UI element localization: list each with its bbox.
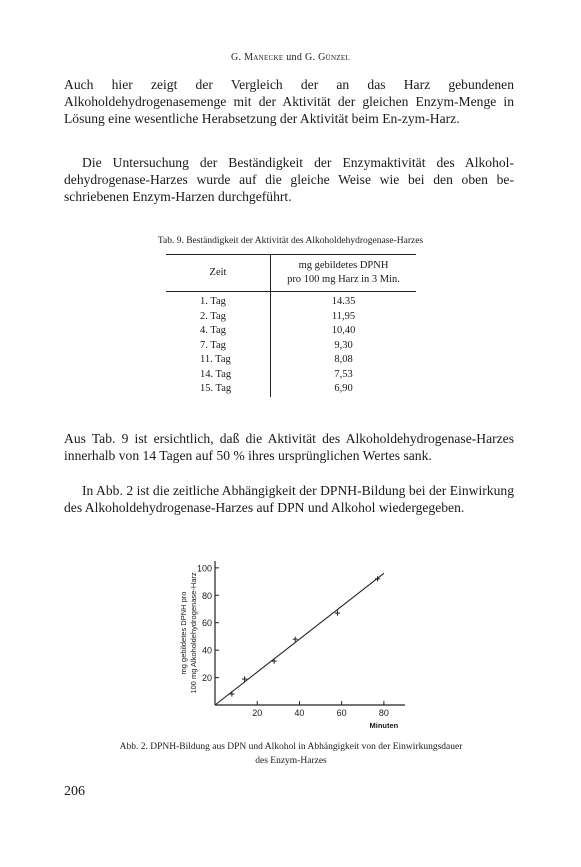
x-tick-label: 20 bbox=[252, 708, 263, 718]
cell-zeit: 11. Tag bbox=[200, 354, 231, 365]
author-2: G. Günzel bbox=[304, 52, 351, 63]
table-row bbox=[166, 310, 416, 325]
paragraph-stability-study: Die Untersuchung der Beständigkeit der Enzymaktivität des Alkohol-dehydrogenase-Harzes wurde auf die gleiche Weise wie bei den oben be-schriebenen Enzym-Harzen durchgeführt. bbox=[64, 155, 514, 204]
author-1: G. Manecke bbox=[230, 52, 284, 63]
table-row bbox=[166, 292, 416, 310]
dpnh-time-chart bbox=[160, 553, 420, 733]
paragraph-comparison: Auch hier zeigt der Vergleich der an das Harz gebundenen Alkoholdehydrogenasemenge mit der Aktivität der gleichen Enzym-Menge in Lösung eine wesentliche Herabsetzung der Aktivität beim En-zym-Harz. bbox=[64, 77, 514, 126]
cell-wert: 6,90 bbox=[271, 382, 417, 397]
page-number: 206 bbox=[64, 784, 85, 799]
data-point bbox=[229, 691, 234, 696]
y-tick-label: 100 bbox=[196, 563, 212, 574]
table-caption: Tab. 9. Beständigkeit der Aktivität des Alkoholdehydrogenase-Harzes bbox=[157, 236, 424, 246]
x-tick-label: 60 bbox=[336, 708, 347, 718]
cell-wert: 14.35 bbox=[271, 292, 417, 310]
table-row bbox=[166, 339, 416, 354]
paragraph-table-summary: Aus Tab. 9 ist ersichtlich, daß die Aktivität des Alkoholdehydrogenase-Harzes innerhalb von 14 Tagen auf 50 % ihres ursprünglichen Wertes sank. bbox=[64, 431, 514, 463]
y-tick-label: 20 bbox=[201, 673, 212, 684]
column-header-dpnh-line1: mg gebildetes DPNH bbox=[298, 260, 389, 271]
y-tick-label: 40 bbox=[201, 645, 212, 656]
figure-caption bbox=[66, 740, 516, 768]
stability-table bbox=[166, 254, 416, 397]
y-axis-label-line1: mg gebildetes DPNH pro bbox=[179, 591, 188, 675]
fit-line bbox=[215, 573, 384, 705]
cell-wert: 7,53 bbox=[271, 368, 417, 383]
cell-zeit: 4. Tag bbox=[200, 325, 226, 336]
running-head bbox=[0, 52, 581, 63]
cell-wert: 8,08 bbox=[271, 353, 417, 368]
cell-zeit: 14. Tag bbox=[200, 368, 232, 380]
column-header-zeit: Zeit bbox=[166, 255, 271, 292]
figure-caption-line1: Abb. 2. DPNH-Bildung aus DPN und Alkohol in Abhängigkeit von der Einwirkungsdauer bbox=[119, 742, 463, 752]
cell-zeit: 1. Tag bbox=[200, 296, 226, 307]
y-tick-label: 60 bbox=[201, 618, 212, 629]
table-row bbox=[166, 368, 416, 383]
table-row bbox=[166, 353, 416, 368]
table-row bbox=[166, 382, 416, 397]
paragraph-figure-reference: In Abb. 2 ist die zeitliche Abhängigkeit der DPNH-Bildung bei der Einwirkung des Alkoholdehydrogenase-Harzes auf DPN und Alkohol wiedergegeben. bbox=[64, 483, 514, 515]
table-header-row bbox=[166, 255, 416, 292]
author-conjunction: und bbox=[283, 52, 305, 63]
cell-wert: 9,30 bbox=[271, 339, 417, 354]
y-axis-label-line2: 100 mg Alkoholdehydrogenase-Harz bbox=[189, 572, 198, 694]
x-axis-label: Minuten bbox=[369, 721, 399, 730]
chart-layer bbox=[179, 561, 405, 730]
column-header-dpnh-line2: pro 100 mg Harz in 3 Min. bbox=[287, 274, 400, 285]
cell-zeit: 15. Tag bbox=[200, 383, 232, 394]
cell-wert: 10,40 bbox=[271, 324, 417, 339]
data-point bbox=[272, 659, 277, 664]
x-tick-label: 80 bbox=[378, 708, 389, 718]
x-tick-label: 40 bbox=[294, 708, 305, 718]
cell-zeit: 2. Tag bbox=[200, 310, 226, 322]
column-header-dpnh bbox=[271, 255, 417, 292]
figure-caption-line2: des Enzym-Harzes bbox=[255, 756, 327, 766]
y-tick-label: 80 bbox=[201, 590, 212, 601]
table-row bbox=[166, 324, 416, 339]
cell-wert: 11,95 bbox=[271, 310, 417, 325]
cell-zeit: 7. Tag bbox=[200, 339, 226, 351]
